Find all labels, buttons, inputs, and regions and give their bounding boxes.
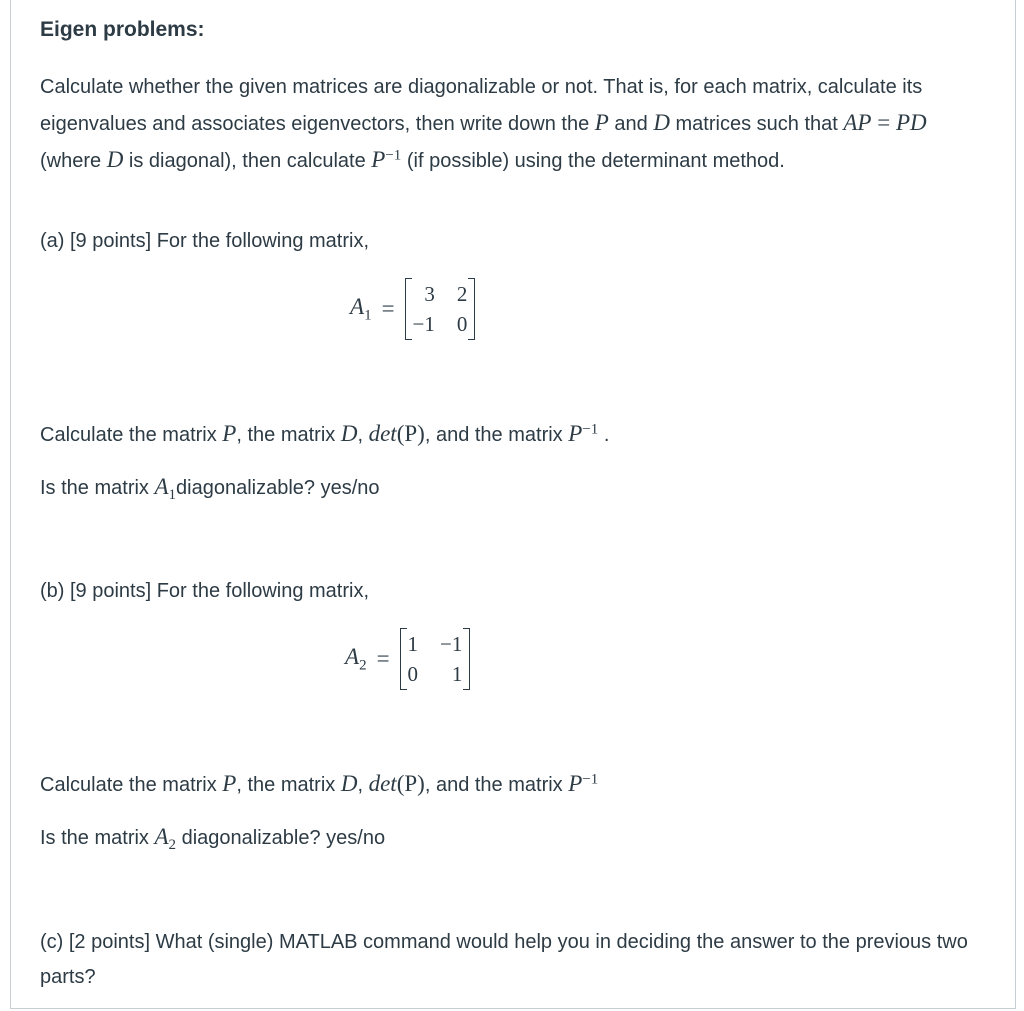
matrix-a2-equation: $A_2$ = 1 −1 0 1 xyxy=(345,631,470,687)
part-b-question: Is the matrix $A_2$ diagonalizable? yes/no xyxy=(40,824,386,853)
matrix-a2-cell: 0 xyxy=(407,662,419,686)
matrix-a2-label: $A_2$ xyxy=(345,643,367,674)
matrix-a1-label: $A_1$ xyxy=(350,293,372,324)
matrix-a1 xyxy=(405,281,476,337)
matrix-a2-cell: 1 xyxy=(451,662,463,686)
matrix-a1-cell: 0 xyxy=(456,312,468,336)
part-a-question: Is the matrix $A_1diagonalizable$? yes/no xyxy=(40,474,380,503)
part-a-prompt: (a) [9 points] For the following matrix, xyxy=(40,230,370,252)
matrix-a1-cell: 2 xyxy=(456,282,468,306)
matrix-a2-cell: −1 xyxy=(440,632,463,656)
section-heading: Eigen problems: xyxy=(40,18,205,41)
part-b-prompt: (b) [9 points] For the following matrix, xyxy=(40,580,370,602)
part-c-question: (c) [2 points] What (single) MATLAB command would help you in deciding the answer to the previous two parts? xyxy=(40,931,968,988)
intro-paragraph: Calculate whether the given matrices are diagonalizable or not. That is, for each matrix, calculate its eigenvalues and associates eigenvectors, then write down the P and D matrices such that AP = PD (where D is diagonal), then calculate $P^{-1}$ (if possible) using the determinant method. xyxy=(40,76,927,172)
matrix-a1-equation: $A_1$ = 3 2 −1 0 xyxy=(350,281,475,337)
part-b-calc: Calculate the matrix P, the matrix D, det(P), and the matrix $P^{-1}$ xyxy=(40,771,599,796)
matrix-a2 xyxy=(400,631,471,687)
matrix-a1-cell: 3 xyxy=(424,282,435,306)
matrix-a1-cell: −1 xyxy=(412,312,435,336)
part-a-calc: Calculate the matrix P, the matrix D, det(P), and the matrix $P^{-1}$ . xyxy=(40,421,610,446)
matrix-a2-cell: 1 xyxy=(407,632,419,656)
